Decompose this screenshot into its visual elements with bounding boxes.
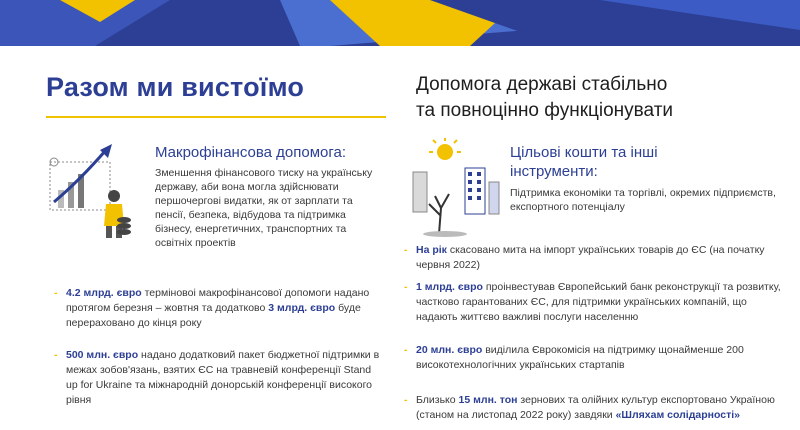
bullet-dash: - bbox=[54, 287, 58, 299]
right-heading-line2: та повноцінно функціонувати bbox=[416, 100, 674, 121]
top-banner bbox=[0, 0, 800, 46]
targeted-funds-title-line1: Цільові кошти та інші bbox=[510, 144, 658, 161]
list-item: - На рік скасовано мита на імпорт українських товарів до ЄС (на початку червня 2022) bbox=[404, 244, 765, 271]
bullet-dash: - bbox=[404, 344, 408, 356]
bullet-dash: - bbox=[54, 349, 58, 361]
growth-chart-person-icon bbox=[40, 140, 140, 240]
targeted-funds-title-line2: інструменти: bbox=[510, 163, 598, 180]
list-item: - Близько 15 млн. тон зернових та олійних культур експортовано Україною (станом на листопад 2022 року) завдяки «Шляхам солідарності» bbox=[404, 394, 775, 421]
list-item: - 500 млн. євро надано додатковий пакет бюджетної підтримки в межах зобов'язань, взятих ЄС на травневій конференції Stand up for Ukraine та міжнародній донорській конференції високого рівня bbox=[54, 349, 380, 406]
page-title: Разом ми вистоїмо bbox=[46, 72, 305, 102]
list-item: - 4.2 млрд. євро терміновоі макрофінансової допомоги надано протягом березня – жовтня та додатково 3 млрд. євро буде перераховано до кінця року bbox=[54, 287, 370, 329]
list-item: - 1 млрд. євро проінвестував Європейський банк реконструкції та розвитку, частково гарантованих ЄС, для підтримки українських компаній, що надають життєво важливі послуги населенню bbox=[404, 281, 781, 323]
bullet-dash: - bbox=[404, 281, 408, 293]
bullet-dash: - bbox=[404, 394, 408, 406]
targeted-funds-text: Підтримка економіки та торгівлі, окремих підприємств, експортного потенціалу bbox=[510, 187, 776, 213]
city-sun-tree-icon bbox=[405, 138, 505, 238]
list-item: - 20 млн. євро виділила Єврокомісія на підтримку щонайменше 200 високотехнологічних українських стартапів bbox=[404, 344, 744, 371]
right-heading bbox=[416, 72, 673, 124]
bullet-dash: - bbox=[404, 244, 408, 256]
macro-aid-title: Макрофінансова допомога: bbox=[155, 144, 347, 161]
targeted-funds-title bbox=[510, 143, 658, 181]
title-underline bbox=[46, 116, 386, 118]
macro-aid-text: Зменшення фінансового тиску на українську державу, аби вона могла здійснювати першочергові видатки, як от зарплати та пенсії, безпека, відбудова та підтримка бізнесу, енергетичних, транспортних та освітніх проектів bbox=[155, 167, 373, 249]
right-heading-line1: Допомога державі стабільно bbox=[416, 74, 668, 95]
flag-decoration-icon bbox=[0, 0, 800, 46]
